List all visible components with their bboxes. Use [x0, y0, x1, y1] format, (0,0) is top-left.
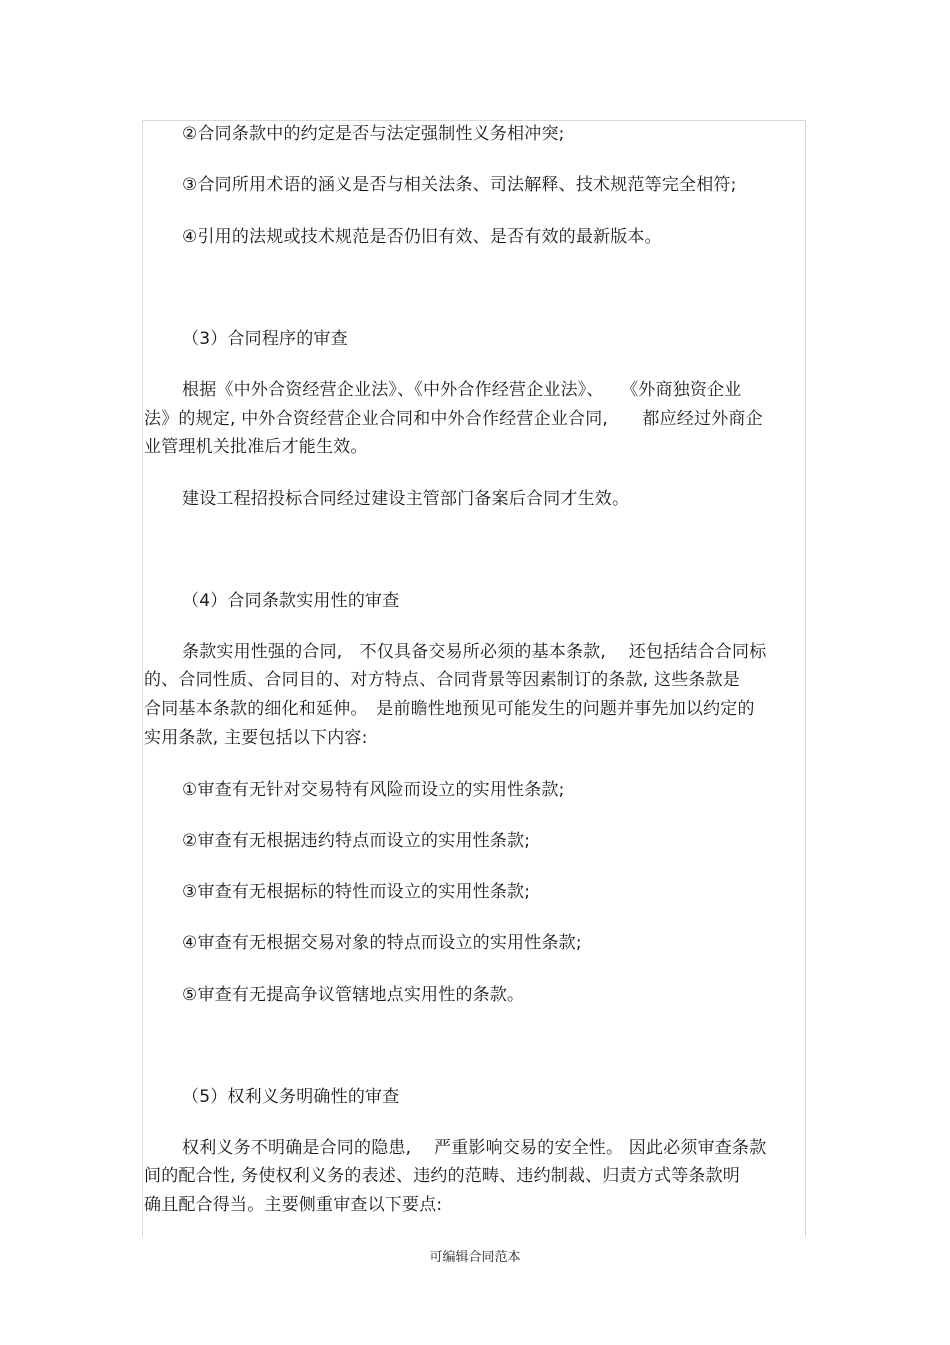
paragraph-line: 实用条款, 主要包括以下内容:: [144, 728, 368, 748]
section-heading-3: （3）合同程序的审查: [182, 329, 348, 349]
paragraph-line: 法》的规定, 中外合资经营企业合同和中外合作经营企业合同, 都应经过外商企: [144, 409, 763, 429]
paragraph-line: 根据《中外合资经营企业法》、《中外合作经营企业法》、 《外商独资企业: [182, 380, 742, 400]
paragraph-line: 的、合同性质、合同目的、对方特点、合同背景等因素制订的条款, 这些条款是: [144, 670, 741, 690]
paragraph-line: 权利义务不明确是合同的隐患, 严重影响交易的安全性。 因此必须审查条款: [182, 1138, 767, 1158]
section-heading-4: （4）合同条款实用性的审查: [182, 591, 400, 611]
paragraph-line: 条款实用性强的合同, 不仅具备交易所必须的基本条款, 还包括结合合同标: [182, 642, 767, 662]
list-item-4: ④引用的法规或技术规范是否仍旧有效、是否有效的最新版本。: [182, 227, 662, 247]
section-heading-5: （5）权利义务明确性的审查: [182, 1087, 400, 1107]
list-item: ①审查有无针对交易特有风险而设立的实用性条款;: [182, 780, 565, 800]
list-item: ⑤审查有无提高争议管辖地点实用性的条款。: [182, 985, 525, 1005]
paragraph-line: 建设工程招投标合同经过建设主管部门备案后合同才生效。: [182, 489, 630, 509]
list-item-2: ②合同条款中的约定是否与法定强制性义务相冲突;: [182, 124, 565, 144]
paragraph-line: 业管理机关批准后才能生效。: [144, 437, 368, 457]
list-item: ④审查有无根据交易对象的特点而设立的实用性条款;: [182, 933, 582, 953]
list-item-3: ③合同所用术语的涵义是否与相关法条、司法解释、技术规范等完全相符;: [182, 175, 737, 195]
list-item: ②审查有无根据违约特点而设立的实用性条款;: [182, 831, 531, 851]
page-footer: 可编辑合同范本: [429, 1250, 521, 1265]
list-item: ③审查有无根据标的特性而设立的实用性条款;: [182, 882, 531, 902]
paragraph-line: 合同基本条款的细化和延伸。 是前瞻性地预见可能发生的问题并事先加以约定的: [144, 699, 755, 719]
paragraph-line: 确且配合得当。主要侧重审查以下要点:: [144, 1195, 443, 1215]
paragraph-line: 间的配合性, 务使权利义务的表述、违约的范畴、违约制裁、归责方式等条款明: [144, 1166, 741, 1186]
